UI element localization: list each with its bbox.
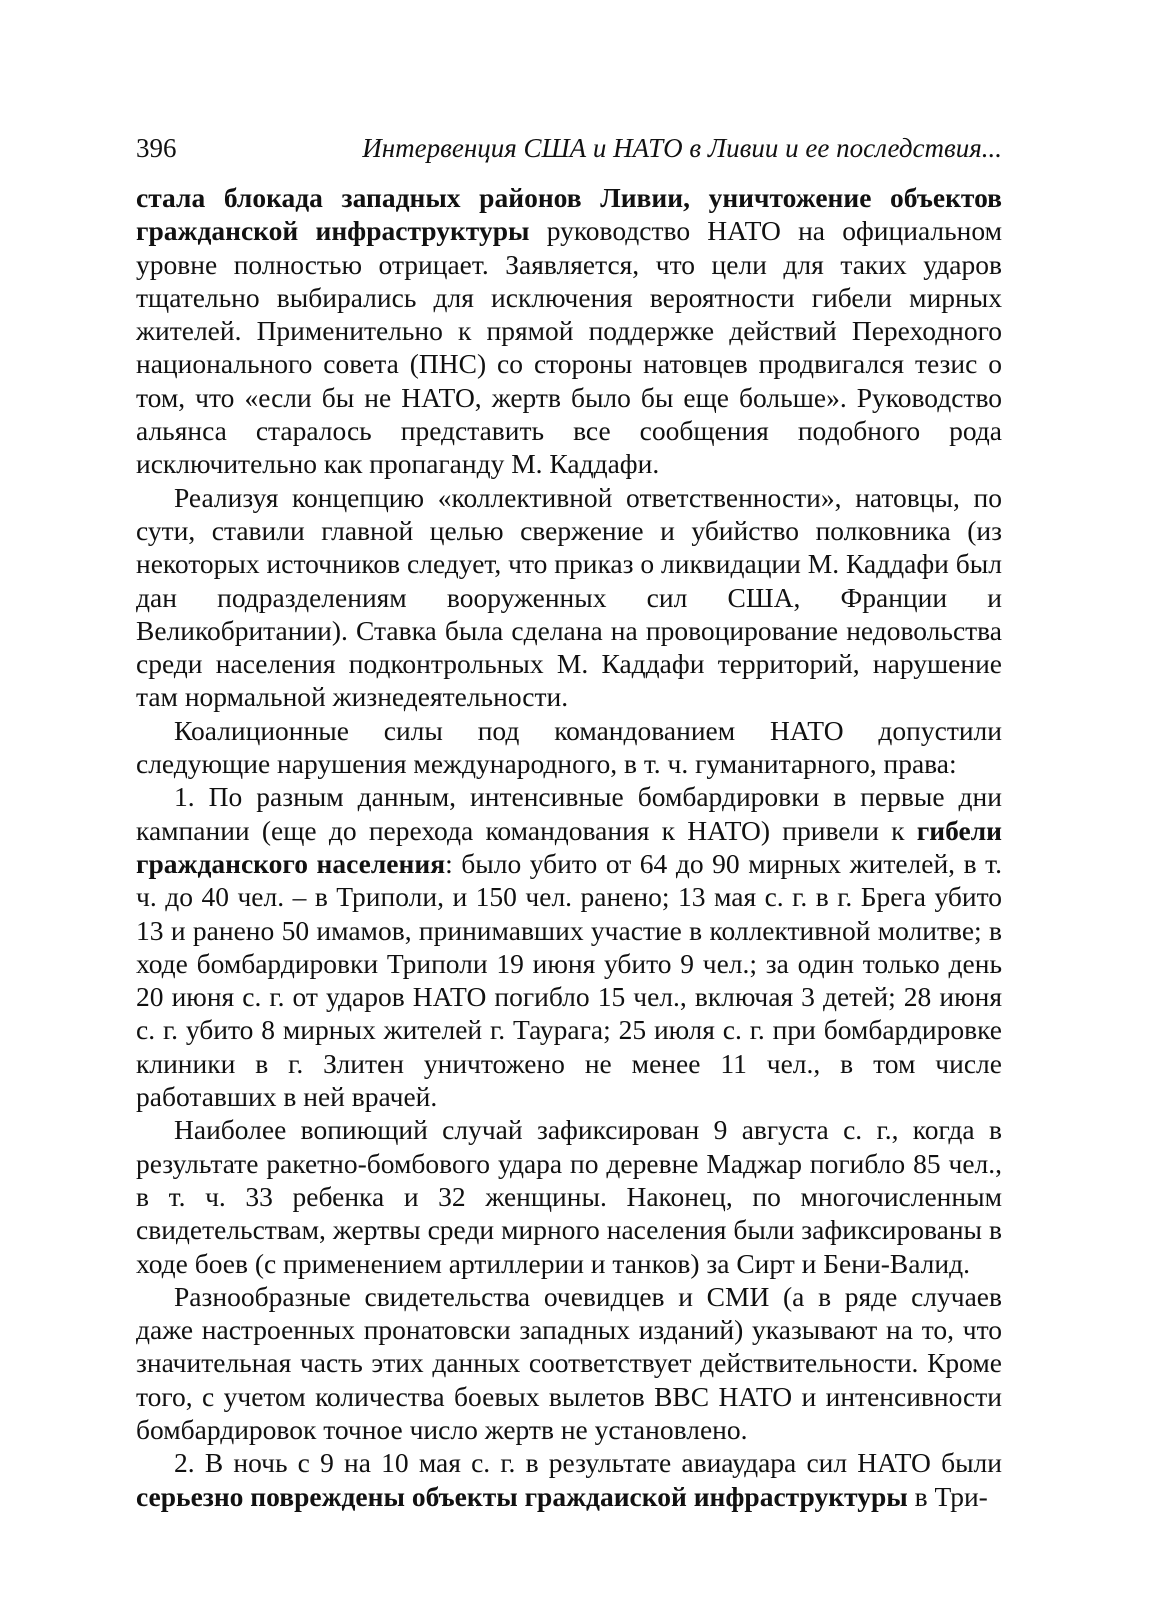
text-run: руководство НАТО на официальном уровне полностью отрицает. Заявляется, что цели для таких ударов тщательно выбирались для исключения вероятности гибели мирных жителей. Применительно к прямой поддержке действий Переходного национального совета (ПНС) со стороны натовцев продвигался тезис о том, что «если бы не НАТО, жертв было бы еще больше». Руководство альянса старалось представить все сообщения подобного рода исключительно как пропаганду М. Каддафи. [136,215,1002,480]
text-run: в Три- [907,1480,988,1512]
paragraph-1 [136,181,1002,481]
text-run: Коалиционные силы под командованием НАТО допустили следующие нарушения международного, в т. ч. гуманитарного, права: [136,714,1002,780]
text-run: Наиболее вопиющий случай зафиксирован 9 августа с. г., когда в результате ракетно-бомбового удара по деревне Маджар погибло 85 чел., в т. ч. 33 ребенка и 32 женщины. Наконец, по многочисленным свидетельствам, жертвы среди мирного населения были зафиксированы в ходе боев (с применением артиллерии и танков) за Сирт и Бени-Валид. [136,1114,1002,1279]
bold-phrase: серьезно повреждены объекты граждаиской инфраструктуры [136,1480,908,1512]
paragraph-2 [136,481,1002,714]
text-run: Разнообразные свидетельства очевидцев и СМИ (а в ряде случаев даже настроенных пронатовски западных изданий) указывают на то, что значительная часть этих данных соответствует действительности. Кроме того, с учетом количества боевых вылетов ВВС НАТО и интенсивности бомбардировок точное число жертв не установлено. [136,1280,1002,1445]
page-number: 396 [136,133,177,163]
paragraph-7-list-item-2 [136,1446,1002,1513]
paragraph-5 [136,1113,1002,1279]
text-run: Реализуя концепцию «коллективной ответственности», натовцы, по сути, ставили главной целью свержение и убийство полковника (из некоторых источников следует, что приказ о ликвидации М. Каддафи был дан подразделениям вооруженных сил США, Франции и Великобритании). Ставка была сделана на провоцирование недовольства среди населения подконтрольных М. Каддафи территорий, нарушение там нормальной жизнедеятельности. [136,481,1002,713]
bold-phrase: стала блокада западных районов Ливии, уничтожение объектов гражданской инфраструктуры [136,182,1002,247]
text-run: 1. По разным данным, интенсивные бомбардировки в первые дни кампании (еще до перехода командования к НАТО) привели к [136,781,1002,846]
text-run: 2. В ночь с 9 на 10 мая с. г. в результате авиаудара сил НАТО были [174,1447,1002,1479]
text-run: : было убито от 64 до 90 мирных жителей, в т. ч. до 40 чел. – в Триполи, и 150 чел. ранено; 13 мая с. г. в г. Брега убито 13 и ранено 50 имамов, принимавших участие в коллективной молитве; в ходе бомбардировки Триполи 19 июня убито 9 чел.; за один только день 20 июня с. г. от ударов НАТО погибло 15 чел., включая 3 детей; 28 июня с. г. убито 8 мирных жителей г. Таурага; 25 июля с. г. при бомбардировке клиники в г. Злитен уничтожено не менее 11 чел., в том числе работавших в ней врачей. [136,847,1002,1113]
paragraph-6 [136,1280,1002,1446]
running-title: Интервенция США и НАТО в Ливии и ее последствия... [362,133,1002,163]
paragraph-4-list-item-1 [136,780,1002,1113]
bold-phrase: гибели гражданского населения [136,814,1002,879]
body-text [136,181,1002,1513]
running-head [136,128,1002,172]
paragraph-3 [136,714,1002,781]
